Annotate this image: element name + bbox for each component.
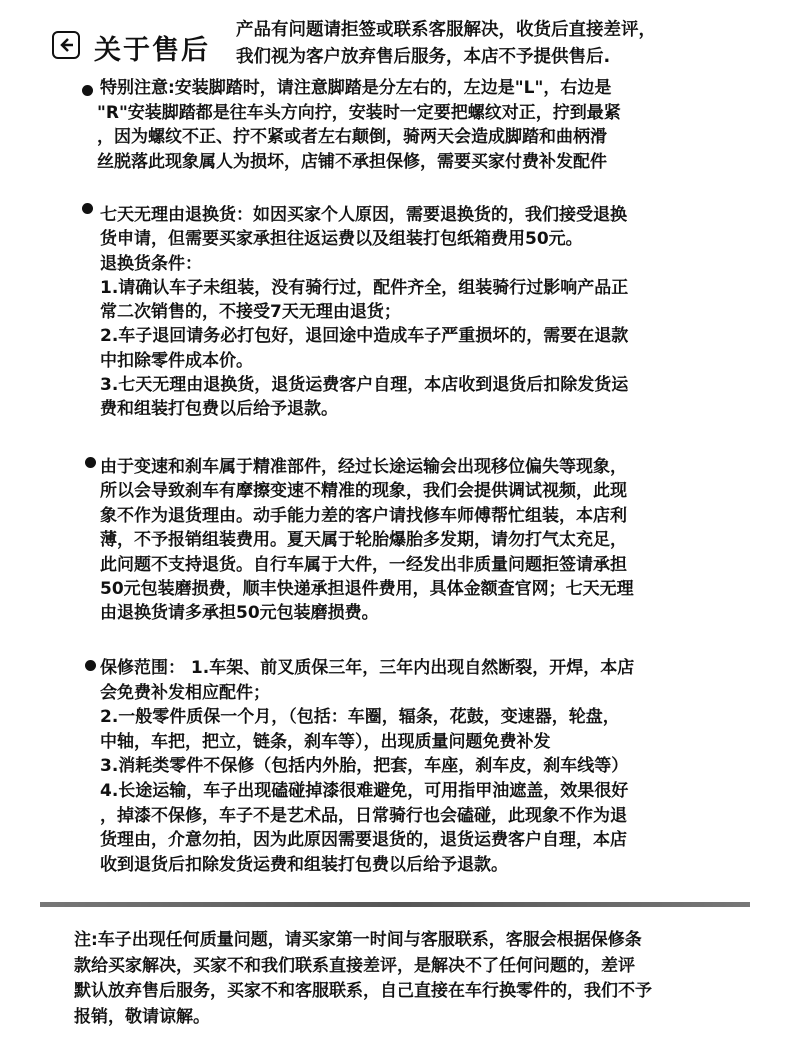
section-line: 常二次销售的，不接受7天无理由退货； bbox=[100, 302, 401, 323]
section-line: 中轴，车把，把立，链条，刹车等），出现质量问题免费补发 bbox=[100, 731, 551, 752]
section-line: 保修范围： 1.车架、前叉质保三年，三年内出现自然断裂，开焊，本店 bbox=[100, 658, 635, 678]
bullet-icon bbox=[82, 85, 93, 96]
section-line: 特别注意:安装脚踏时，请注意脚踏是分左右的，左边是"L"，右边是 bbox=[100, 78, 612, 98]
section-line: 2.车子退回请务必打包好，退回途中造成车子严重损坏的，需要在退款 bbox=[100, 326, 629, 347]
section-warranty bbox=[100, 656, 740, 877]
section-line: 丝脱落此现象属人为损坏，店铺不承担保修，需要买家付费补发配件 bbox=[97, 151, 607, 172]
section-line: 七天无理由退换货：如因买家个人原因，需要退换货的，我们接受退换 bbox=[100, 205, 627, 225]
header-notice bbox=[236, 17, 776, 71]
section-line: 收到退货后扣除发货运费和组装打包费以后给予退款。 bbox=[100, 854, 508, 875]
bullet-icon bbox=[85, 457, 96, 468]
page-title: 关于售后 bbox=[94, 35, 210, 66]
section-line: 费和组装打包费以后给予退款。 bbox=[100, 399, 338, 420]
header-line: 我们视为客户放弃售后服务，本店不予提供售后. bbox=[236, 47, 611, 67]
section-line: 所以会导致刹车有摩擦变速不精准的现象，我们会提供调试视频，此现 bbox=[100, 481, 627, 502]
section-pedal-notice bbox=[97, 76, 740, 174]
bullet-icon bbox=[82, 203, 93, 214]
section-line: 退换货条件： bbox=[100, 253, 202, 274]
section-line: 3.七天无理由退换货，退货运费客户自理，本店收到退货后扣除发货运 bbox=[100, 375, 629, 396]
header-line: 产品有问题请拒签或联系客服解决，收货后直接差评， bbox=[236, 20, 656, 40]
section-line: 会免费补发相应配件； bbox=[100, 682, 270, 703]
section-line: 此问题不支持退货。自行车属于大件，一经发出非质量问题拒签请承担 bbox=[100, 554, 627, 575]
divider bbox=[40, 902, 750, 907]
note-line: 注:车子出现任何质量问题，请买家第一时间与客服联系，客服会根据保修条 bbox=[74, 930, 642, 950]
section-line: 中扣除零件成本价。 bbox=[100, 350, 253, 371]
section-line: 由退换货请多承担50元包装磨损费。 bbox=[100, 603, 379, 624]
bullet-icon bbox=[85, 660, 96, 671]
section-line: "R"安装脚踏都是往车头方向拧，安装时一定要把螺纹对正，拧到最紧 bbox=[97, 102, 621, 123]
section-line: ，因为螺纹不正、拧不紧或者左右颠倒，骑两天会造成脚踏和曲柄滑 bbox=[97, 127, 607, 147]
section-line: ，掉漆不保修，车子不是艺术品，日常骑行也会磕碰，此现象不作为退 bbox=[100, 805, 627, 826]
section-line: 货理由，介意勿拍，因为此原因需要退货的，退货运费客户自理，本店 bbox=[100, 830, 627, 851]
note-line: 款给买家解决，买家不和我们联系直接差评，是解决不了任何问题的，差评 bbox=[74, 955, 635, 976]
section-line: 1.请确认车子未组装，没有骑行过，配件齐全，组装骑行过影响产品正 bbox=[100, 277, 629, 298]
back-arrow-icon bbox=[52, 31, 80, 59]
section-line: 3.消耗类零件不保修（包括内外胎，把套，车座，刹车皮，刹车线等） bbox=[100, 756, 629, 777]
section-line: 50元包装磨损费，顺丰快递承担退件费用，具体金额查官网；七天无理 bbox=[100, 579, 634, 600]
note-line: 报销，敬请谅解。 bbox=[74, 1006, 210, 1027]
section-line: 象不作为退货理由。动手能力差的客户请找修车师傅帮忙组装，本店利 bbox=[100, 505, 627, 526]
section-line: 由于变速和刹车属于精准部件，经过长途运输会出现移位偏失等现象， bbox=[100, 457, 627, 477]
header bbox=[52, 14, 772, 76]
section-line: 货申请，但需要买家承担往返运费以及组装打包纸箱费用50元。 bbox=[100, 229, 583, 250]
section-line: 2.一般零件质保一个月，（包括：车圈，辐条，花鼓，变速器，轮盘， bbox=[100, 707, 620, 728]
section-shipping-notice bbox=[100, 455, 740, 626]
section-line: 薄，不予报销组装费用。夏天属于轮胎爆胎多发期，请勿打气太充足， bbox=[100, 530, 627, 551]
footer-note bbox=[74, 928, 754, 1030]
section-return-policy bbox=[100, 203, 740, 422]
note-line: 默认放弃售后服务，买家不和客服联系，自己直接在车行换零件的，我们不予 bbox=[74, 981, 652, 1001]
section-line: 4.长途运输，车子出现磕碰掉漆很难避免，可用指甲油遮盖，效果很好 bbox=[100, 780, 629, 801]
